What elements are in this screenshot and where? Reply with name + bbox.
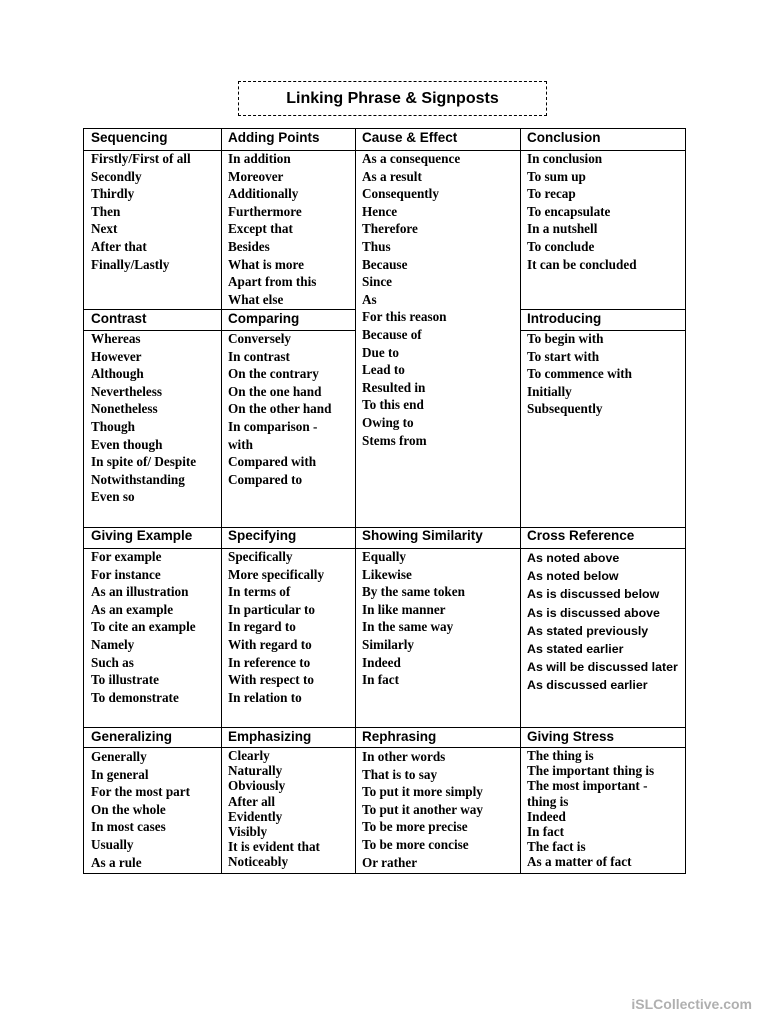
- list-item: Resulted in: [362, 379, 426, 395]
- list-item: Visibly: [228, 824, 268, 840]
- list-item: To demonstrate: [91, 689, 179, 705]
- list-item: In like manner: [362, 601, 446, 617]
- list-item: Firstly/First of all: [91, 151, 191, 166]
- list-item: Subsequently: [527, 401, 603, 417]
- list-item: As discussed earlier: [527, 678, 648, 693]
- list-item: As will be discussed later: [527, 660, 678, 675]
- heading-comparing: Comparing: [228, 311, 300, 326]
- list-item: Usually: [91, 836, 134, 852]
- list-item: Stems from: [362, 432, 427, 448]
- list-item: In the same way: [362, 619, 454, 635]
- list-item: Since: [362, 274, 393, 290]
- list-item: In contrast: [228, 348, 290, 364]
- list-adding-points: [228, 150, 316, 308]
- heading-giving-stress: Giving Stress: [527, 729, 615, 744]
- list-generalizing: [91, 748, 190, 871]
- list-rephrasing: [362, 748, 483, 871]
- list-item: As noted below: [527, 569, 619, 584]
- list-item: As noted above: [527, 551, 620, 565]
- list-item: Lead to: [362, 362, 405, 378]
- list-item: Because of: [362, 326, 422, 342]
- list-item: In fact: [362, 672, 399, 688]
- list-item: To be more precise: [362, 819, 468, 835]
- list-item: Even though: [91, 436, 163, 452]
- list-item: In particular to: [228, 601, 315, 617]
- list-item: Obviously: [228, 778, 286, 794]
- list-sequencing: [91, 150, 191, 273]
- list-item: Although: [91, 366, 144, 382]
- list-item: Because: [362, 256, 408, 272]
- list-item: In comparison -: [228, 418, 318, 434]
- list-item: Nevertheless: [91, 383, 163, 399]
- list-item: To encapsulate: [527, 203, 611, 219]
- heading-specifying: Specifying: [228, 528, 297, 543]
- list-item: To conclude: [527, 238, 595, 254]
- list-item: Such as: [91, 654, 134, 670]
- column-divider: [221, 129, 222, 873]
- list-item: The most important -: [527, 778, 648, 794]
- list-item: In terms of: [228, 584, 291, 600]
- heading-generalizing: Generalizing: [91, 729, 173, 744]
- watermark: iSLCollective.com: [631, 996, 752, 1012]
- list-comparing: [228, 330, 331, 488]
- list-item: Thirdly: [91, 186, 135, 202]
- list-item: To sum up: [527, 168, 586, 184]
- heading-introducing: Introducing: [527, 311, 602, 326]
- list-item: Consequently: [362, 186, 439, 202]
- list-item: Or rather: [362, 854, 418, 870]
- heading-conclusion: Conclusion: [527, 130, 601, 145]
- list-item: Finally/Lastly: [91, 256, 170, 272]
- list-item: Secondly: [91, 168, 142, 184]
- list-item: Compared to: [228, 471, 303, 487]
- list-emphasizing: [228, 748, 320, 870]
- list-item: In most cases: [91, 819, 166, 835]
- list-item: Apart from this: [228, 274, 317, 290]
- list-item: To recap: [527, 186, 576, 202]
- list-item: Indeed: [362, 654, 401, 670]
- list-item: Noticeably: [228, 854, 289, 870]
- list-item: In fact: [527, 824, 564, 840]
- list-item: As: [362, 291, 377, 307]
- heading-emphasizing: Emphasizing: [228, 729, 312, 744]
- list-item: Next: [91, 221, 118, 237]
- list-item: Except that: [228, 221, 293, 237]
- list-item: On the whole: [91, 801, 166, 817]
- heading-cross-reference: Cross Reference: [527, 528, 635, 543]
- list-item: Specifically: [228, 549, 293, 564]
- list-item: In other words: [362, 749, 446, 764]
- list-item: The important thing is: [527, 763, 655, 779]
- list-cause-effect: [362, 150, 460, 449]
- list-item: For this reason: [362, 309, 447, 325]
- list-item: Clearly: [228, 748, 270, 763]
- list-item: As an illustration: [91, 584, 189, 600]
- list-item: Equally: [362, 549, 406, 564]
- heading-cause-effect: Cause & Effect: [362, 130, 458, 145]
- list-item: Similarly: [362, 636, 415, 652]
- list-item: To cite an example: [91, 619, 196, 635]
- list-item: Notwithstanding: [91, 471, 185, 487]
- list-conclusion: [527, 150, 637, 273]
- list-item: To put it another way: [362, 801, 483, 817]
- list-item: In relation to: [228, 689, 302, 705]
- list-item: Evidently: [228, 808, 283, 824]
- list-item: On the contrary: [228, 366, 319, 382]
- list-item: Therefore: [362, 221, 418, 237]
- list-item: Whereas: [91, 331, 141, 346]
- list-item: Generally: [91, 749, 147, 764]
- list-giving-example: [91, 548, 196, 706]
- list-item: What else: [228, 291, 284, 307]
- list-item: It is evident that: [228, 839, 320, 855]
- list-item: On the other hand: [228, 401, 332, 417]
- heading-adding-points: Adding Points: [228, 130, 320, 145]
- list-item: Thus: [362, 238, 391, 254]
- heading-giving-example: Giving Example: [91, 528, 193, 543]
- list-item: Though: [91, 418, 135, 434]
- list-showing-similarity: [362, 548, 465, 689]
- list-item: As stated previously: [527, 623, 649, 638]
- list-item: To put it more simply: [362, 784, 483, 800]
- list-item: With respect to: [228, 672, 314, 688]
- list-item: The thing is: [527, 748, 594, 763]
- heading-sequencing: Sequencing: [91, 130, 168, 145]
- worksheet-title: Linking Phrase & Signposts: [238, 81, 547, 116]
- list-item: For example: [91, 549, 162, 564]
- list-item: As a rule: [91, 854, 142, 870]
- column-divider: [520, 129, 521, 873]
- list-item: After all: [228, 793, 275, 809]
- list-item: What is more: [228, 256, 304, 272]
- list-item: That is to say: [362, 766, 438, 782]
- list-item: Nonetheless: [91, 401, 158, 417]
- list-item: In reference to: [228, 654, 311, 670]
- list-item: As a matter of fact: [527, 854, 632, 870]
- list-item: In general: [91, 766, 149, 782]
- column-divider: [355, 129, 356, 873]
- list-specifying: [228, 548, 324, 706]
- heading-rephrasing: Rephrasing: [362, 729, 437, 744]
- list-item: On the one hand: [228, 383, 322, 399]
- list-item: Owing to: [362, 414, 414, 430]
- list-item: Naturally: [228, 763, 283, 779]
- list-item: Furthermore: [228, 203, 302, 219]
- list-item: To commence with: [527, 366, 632, 382]
- list-item: Compared with: [228, 454, 317, 470]
- list-item: As is discussed above: [527, 605, 660, 620]
- list-item: In addition: [228, 151, 291, 166]
- list-item: To begin with: [527, 331, 604, 346]
- list-item: As a consequence: [362, 151, 461, 166]
- list-item: To illustrate: [91, 672, 160, 688]
- list-item: Hence: [362, 203, 398, 219]
- list-item: However: [91, 348, 142, 364]
- list-item: For the most part: [91, 784, 191, 800]
- list-item: Namely: [91, 636, 135, 652]
- list-item: In conclusion: [527, 151, 603, 166]
- list-item: In a nutshell: [527, 221, 598, 237]
- list-item: In regard to: [228, 619, 296, 635]
- list-item: Indeed: [527, 808, 566, 824]
- list-item: To this end: [362, 397, 424, 413]
- heading-showing-similarity: Showing Similarity: [362, 528, 483, 543]
- list-item: Additionally: [228, 186, 299, 202]
- list-item: Likewise: [362, 566, 412, 582]
- list-item: Conversely: [228, 331, 291, 346]
- list-item: thing is: [527, 793, 569, 809]
- heading-contrast: Contrast: [91, 311, 147, 326]
- list-item: As a result: [362, 168, 422, 184]
- list-item: with: [228, 436, 253, 452]
- list-item: As is discussed below: [527, 587, 660, 602]
- list-item: Due to: [362, 344, 399, 360]
- list-item: Initially: [527, 383, 572, 399]
- list-item: Even so: [91, 489, 135, 505]
- list-item: After that: [91, 238, 147, 254]
- list-item: With regard to: [228, 636, 312, 652]
- list-item: Then: [91, 203, 121, 219]
- list-item: As an example: [91, 601, 174, 617]
- list-introducing: [527, 330, 632, 418]
- list-item: By the same token: [362, 584, 465, 600]
- list-giving-stress: [527, 748, 654, 870]
- list-item: Moreover: [228, 168, 284, 184]
- list-item: More specifically: [228, 566, 325, 582]
- list-item: To be more concise: [362, 836, 469, 852]
- list-item: Besides: [228, 238, 270, 254]
- list-item: As stated earlier: [527, 642, 624, 657]
- list-cross-reference: [527, 549, 678, 695]
- list-item: For instance: [91, 566, 161, 582]
- list-item: It can be concluded: [527, 256, 637, 272]
- list-item: In spite of/ Despite: [91, 454, 197, 470]
- list-contrast: [91, 330, 196, 506]
- list-item: To start with: [527, 348, 600, 364]
- list-item: The fact is: [527, 839, 586, 855]
